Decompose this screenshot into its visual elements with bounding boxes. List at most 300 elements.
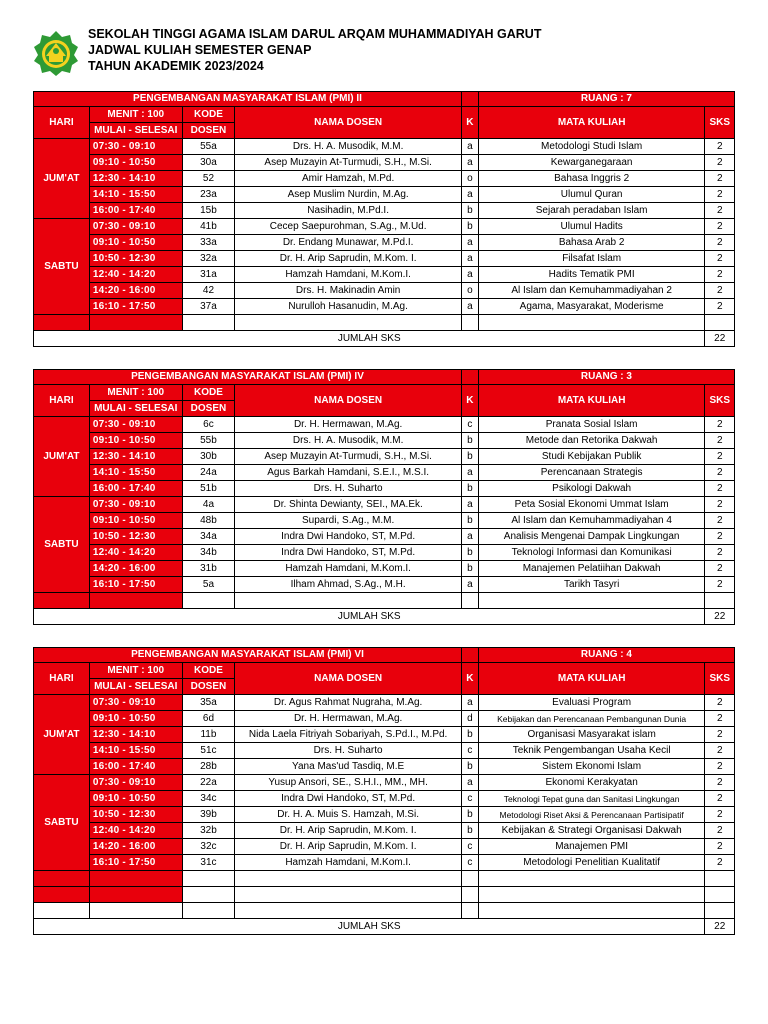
kode-cell: 22a	[182, 775, 235, 791]
k-cell: b	[461, 823, 478, 839]
sks-cell: 2	[705, 497, 735, 513]
table-row	[34, 481, 735, 497]
table-row	[34, 219, 735, 235]
k-cell: b	[461, 481, 478, 497]
table-row	[34, 465, 735, 481]
table-row	[34, 203, 735, 219]
mata-kuliah-cell: Metode dan Retorika Dakwah	[478, 433, 705, 449]
kode-cell: 41b	[182, 219, 235, 235]
dosen-cell: Nasihadin, M.Pd.I.	[235, 203, 462, 219]
k-cell: a	[461, 299, 478, 315]
dosen-cell: Ilham Ahmad, S.Ag., M.H.	[235, 577, 462, 593]
time-cell: 12:40 - 14:20	[89, 823, 182, 839]
institution-logo	[32, 29, 80, 77]
k-cell: b	[461, 759, 478, 775]
day-label: JUM'AT	[34, 139, 90, 219]
empty-cell	[235, 887, 462, 903]
total-sks-value: 22	[705, 331, 735, 347]
col-sks: SKS	[705, 107, 735, 139]
mata-kuliah-cell: Analisis Mengenai Dampak Lingkungan	[478, 529, 705, 545]
table-row	[34, 497, 735, 513]
empty-cell	[89, 593, 182, 609]
dosen-cell: Hamzah Hamdani, M.Kom.I.	[235, 561, 462, 577]
schedule-table-1	[33, 91, 735, 347]
sks-cell: 2	[705, 807, 735, 823]
mata-kuliah-cell: Kewarganegaraan	[478, 155, 705, 171]
blank-cell	[461, 370, 478, 385]
empty-cell	[182, 887, 235, 903]
dosen-cell: Yusup Ansori, SE., S.H.I., MM., MH.	[235, 775, 462, 791]
dosen-cell: Cecep Saepurohman, S.Ag., M.Ud.	[235, 219, 462, 235]
col-hari: HARI	[34, 385, 90, 417]
sks-cell: 2	[705, 433, 735, 449]
kode-cell: 34a	[182, 529, 235, 545]
col-mulai-selesai: MULAI - SELESAI	[89, 679, 182, 695]
kode-cell: 6c	[182, 417, 235, 433]
total-sks-value: 22	[705, 609, 735, 625]
sks-cell: 2	[705, 839, 735, 855]
sks-cell: 2	[705, 727, 735, 743]
k-cell: a	[461, 235, 478, 251]
table-row	[34, 267, 735, 283]
mata-kuliah-cell: Bahasa Arab 2	[478, 235, 705, 251]
room-label: RUANG : 7	[478, 92, 734, 107]
kode-cell: 5a	[182, 577, 235, 593]
k-cell: c	[461, 791, 478, 807]
kode-cell: 51c	[182, 743, 235, 759]
day-label: SABTU	[34, 219, 90, 315]
empty-cell	[34, 871, 90, 887]
time-cell: 14:10 - 15:50	[89, 187, 182, 203]
mata-kuliah-cell: Teknologi Informasi dan Komunikasi	[478, 545, 705, 561]
dosen-cell: Asep Muzayin At-Turmudi, S.H., M.Si.	[235, 155, 462, 171]
institution-name: SEKOLAH TINGGI AGAMA ISLAM DARUL ARQAM MUHAMMADIYAH GARUT	[88, 27, 542, 41]
col-sks: SKS	[705, 385, 735, 417]
empty-cell	[461, 871, 478, 887]
schedule-table-2	[33, 369, 735, 625]
col-mata-kuliah: MATA KULIAH	[478, 385, 705, 417]
kode-cell: 37a	[182, 299, 235, 315]
k-cell: a	[461, 577, 478, 593]
col-nama-dosen: NAMA DOSEN	[235, 663, 462, 695]
sks-cell: 2	[705, 529, 735, 545]
sks-cell: 2	[705, 513, 735, 529]
empty-cell	[89, 871, 182, 887]
table-row	[34, 155, 735, 171]
mata-kuliah-cell: Studi Kebijakan Publik	[478, 449, 705, 465]
k-cell: b	[461, 203, 478, 219]
dosen-cell: Dr. Shinta Dewianty, SEI., MA.Ek.	[235, 497, 462, 513]
col-menit: MENIT : 100	[89, 107, 182, 123]
sks-cell: 2	[705, 235, 735, 251]
table-row	[34, 545, 735, 561]
empty-cell	[705, 593, 735, 609]
dosen-cell: Dr. H. Arip Saprudin, M.Kom. I.	[235, 823, 462, 839]
sks-cell: 2	[705, 187, 735, 203]
k-cell: a	[461, 187, 478, 203]
empty-cell	[478, 871, 705, 887]
kode-cell: 32b	[182, 823, 235, 839]
mata-kuliah-cell: Evaluasi Program	[478, 695, 705, 711]
table-row	[34, 235, 735, 251]
table-row	[34, 823, 735, 839]
empty-cell	[235, 315, 462, 331]
empty-cell	[235, 593, 462, 609]
col-sks: SKS	[705, 663, 735, 695]
day-label: SABTU	[34, 775, 90, 871]
table-row	[34, 577, 735, 593]
total-sks-label: JUMLAH SKS	[34, 919, 705, 935]
empty-cell	[478, 887, 705, 903]
kode-cell: 23a	[182, 187, 235, 203]
sks-cell: 2	[705, 545, 735, 561]
time-cell: 16:10 - 17:50	[89, 577, 182, 593]
mata-kuliah-cell: Ulumul Hadits	[478, 219, 705, 235]
k-cell: b	[461, 807, 478, 823]
time-cell: 09:10 - 10:50	[89, 513, 182, 529]
mata-kuliah-cell: Hadits Tematik PMI	[478, 267, 705, 283]
dosen-cell: Drs. H. A. Musodik, M.M.	[235, 433, 462, 449]
k-cell: b	[461, 545, 478, 561]
k-cell: b	[461, 513, 478, 529]
table-row	[34, 743, 735, 759]
col-nama-dosen: NAMA DOSEN	[235, 385, 462, 417]
time-cell: 16:00 - 17:40	[89, 203, 182, 219]
empty-cell	[182, 871, 235, 887]
table-row	[34, 695, 735, 711]
kode-cell: 32a	[182, 251, 235, 267]
col-kode: KODE	[182, 663, 235, 679]
sks-cell: 2	[705, 855, 735, 871]
dosen-cell: Asep Muslim Nurdin, M.Ag.	[235, 187, 462, 203]
dosen-cell: Dr. H. Arip Saprudin, M.Kom. I.	[235, 251, 462, 267]
time-cell: 16:00 - 17:40	[89, 481, 182, 497]
kode-cell: 55a	[182, 139, 235, 155]
k-cell: b	[461, 561, 478, 577]
table-row	[34, 513, 735, 529]
kode-cell: 24a	[182, 465, 235, 481]
mata-kuliah-cell: Al Islam dan Kemuhammadiyahan 2	[478, 283, 705, 299]
k-cell: b	[461, 219, 478, 235]
mata-kuliah-cell: Metodologi Riset Aksi & Perencanaan Partisipatif	[478, 807, 705, 823]
time-cell: 09:10 - 10:50	[89, 711, 182, 727]
sks-cell: 2	[705, 449, 735, 465]
k-cell: c	[461, 743, 478, 759]
table-row	[34, 791, 735, 807]
empty-cell	[705, 903, 735, 919]
time-cell: 12:30 - 14:10	[89, 449, 182, 465]
table-row	[34, 775, 735, 791]
empty-cell	[34, 315, 90, 331]
col-kode: KODE	[182, 107, 235, 123]
sks-cell: 2	[705, 481, 735, 497]
k-cell: a	[461, 155, 478, 171]
col-mata-kuliah: MATA KULIAH	[478, 107, 705, 139]
mata-kuliah-cell: Ekonomi Kerakyatan	[478, 775, 705, 791]
table-row	[34, 855, 735, 871]
empty-cell	[34, 903, 90, 919]
kode-cell: 31c	[182, 855, 235, 871]
day-label: SABTU	[34, 497, 90, 593]
k-cell: o	[461, 283, 478, 299]
kode-cell: 34c	[182, 791, 235, 807]
kode-cell: 32c	[182, 839, 235, 855]
mata-kuliah-cell: Organisasi Masyarakat islam	[478, 727, 705, 743]
k-cell: a	[461, 465, 478, 481]
empty-cell	[235, 903, 462, 919]
sks-cell: 2	[705, 791, 735, 807]
empty-cell	[89, 887, 182, 903]
sks-cell: 2	[705, 577, 735, 593]
mata-kuliah-cell: Peta Sosial Ekonomi Ummat Islam	[478, 497, 705, 513]
col-k: K	[461, 663, 478, 695]
sks-cell: 2	[705, 759, 735, 775]
document-header	[32, 25, 752, 77]
blank-cell	[461, 648, 478, 663]
table-row	[34, 759, 735, 775]
dosen-cell: Amir Hamzah, M.Pd.	[235, 171, 462, 187]
col-kode: KODE	[182, 385, 235, 401]
program-title: PENGEMBANGAN MASYARAKAT ISLAM (PMI) VI	[34, 648, 462, 663]
table-row	[34, 449, 735, 465]
time-cell: 14:10 - 15:50	[89, 743, 182, 759]
mata-kuliah-cell: Tarikh Tasyri	[478, 577, 705, 593]
time-cell: 07:30 - 09:10	[89, 497, 182, 513]
k-cell: a	[461, 267, 478, 283]
col-nama-dosen: NAMA DOSEN	[235, 107, 462, 139]
k-cell: c	[461, 839, 478, 855]
sks-cell: 2	[705, 219, 735, 235]
empty-cell	[478, 903, 705, 919]
col-k: K	[461, 107, 478, 139]
mata-kuliah-cell: Al Islam dan Kemuhammadiyahan 4	[478, 513, 705, 529]
dosen-cell: Indra Dwi Handoko, ST, M.Pd.	[235, 791, 462, 807]
kode-cell: 55b	[182, 433, 235, 449]
dosen-cell: Supardi, S.Ag., M.M.	[235, 513, 462, 529]
sks-cell: 2	[705, 171, 735, 187]
col-dosen: DOSEN	[182, 679, 235, 695]
k-cell: c	[461, 417, 478, 433]
col-mulai-selesai: MULAI - SELESAI	[89, 401, 182, 417]
dosen-cell: Indra Dwi Handoko, ST, M.Pd.	[235, 545, 462, 561]
kode-cell: 30a	[182, 155, 235, 171]
sks-cell: 2	[705, 417, 735, 433]
mata-kuliah-cell: Pranata Sosial Islam	[478, 417, 705, 433]
total-sks-label: JUMLAH SKS	[34, 331, 705, 347]
program-title: PENGEMBANGAN MASYARAKAT ISLAM (PMI) IV	[34, 370, 462, 385]
empty-cell	[235, 871, 462, 887]
time-cell: 16:10 - 17:50	[89, 299, 182, 315]
k-cell: b	[461, 449, 478, 465]
empty-cell	[705, 315, 735, 331]
table-row	[34, 299, 735, 315]
dosen-cell: Nida Laela Fitriyah Sobariyah, S.Pd.I., M.Pd.	[235, 727, 462, 743]
empty-cell	[461, 903, 478, 919]
col-hari: HARI	[34, 107, 90, 139]
dosen-cell: Agus Barkah Hamdani, S.E.I., M.S.I.	[235, 465, 462, 481]
room-label: RUANG : 3	[478, 370, 734, 385]
time-cell: 12:30 - 14:10	[89, 171, 182, 187]
time-cell: 07:30 - 09:10	[89, 775, 182, 791]
empty-cell	[478, 593, 705, 609]
kode-cell: 33a	[182, 235, 235, 251]
col-menit: MENIT : 100	[89, 385, 182, 401]
sks-cell: 2	[705, 711, 735, 727]
time-cell: 10:50 - 12:30	[89, 807, 182, 823]
time-cell: 14:10 - 15:50	[89, 465, 182, 481]
kode-cell: 39b	[182, 807, 235, 823]
col-menit: MENIT : 100	[89, 663, 182, 679]
dosen-cell: Indra Dwi Handoko, ST, M.Pd.	[235, 529, 462, 545]
mata-kuliah-cell: Ulumul Quran	[478, 187, 705, 203]
sks-cell: 2	[705, 139, 735, 155]
time-cell: 14:20 - 16:00	[89, 561, 182, 577]
sks-cell: 2	[705, 155, 735, 171]
time-cell: 16:00 - 17:40	[89, 759, 182, 775]
mata-kuliah-cell: Agama, Masyarakat, Moderisme	[478, 299, 705, 315]
dosen-cell: Drs. H. A. Musodik, M.M.	[235, 139, 462, 155]
total-sks-label: JUMLAH SKS	[34, 609, 705, 625]
table-row	[34, 283, 735, 299]
table-row	[34, 727, 735, 743]
col-k: K	[461, 385, 478, 417]
dosen-cell: Dr. H. A. Muis S. Hamzah, M.Si.	[235, 807, 462, 823]
mata-kuliah-cell: Perencanaan Strategis	[478, 465, 705, 481]
mata-kuliah-cell: Manajemen PMI	[478, 839, 705, 855]
table-row	[34, 529, 735, 545]
k-cell: c	[461, 855, 478, 871]
empty-cell	[461, 887, 478, 903]
empty-cell	[182, 315, 235, 331]
table-row	[34, 251, 735, 267]
table-row	[34, 433, 735, 449]
k-cell: b	[461, 727, 478, 743]
schedule-title: JADWAL KULIAH SEMESTER GENAP	[88, 43, 312, 57]
dosen-cell: Drs. H. Makinadin Amin	[235, 283, 462, 299]
time-cell: 09:10 - 10:50	[89, 433, 182, 449]
dosen-cell: Drs. H. Suharto	[235, 481, 462, 497]
dosen-cell: Yana Mas'ud Tasdiq, M.E	[235, 759, 462, 775]
sks-cell: 2	[705, 465, 735, 481]
kode-cell: 6d	[182, 711, 235, 727]
mata-kuliah-cell: Kebijakan dan Perencanaan Pembangunan Dunia	[478, 711, 705, 727]
dosen-cell: Hamzah Hamdani, M.Kom.I.	[235, 267, 462, 283]
col-mata-kuliah: MATA KULIAH	[478, 663, 705, 695]
time-cell: 12:40 - 14:20	[89, 267, 182, 283]
empty-cell	[34, 593, 90, 609]
time-cell: 09:10 - 10:50	[89, 155, 182, 171]
k-cell: a	[461, 775, 478, 791]
sks-cell: 2	[705, 283, 735, 299]
mata-kuliah-cell: Teknik Pengembangan Usaha Kecil	[478, 743, 705, 759]
mata-kuliah-cell: Bahasa Inggris 2	[478, 171, 705, 187]
kode-cell: 31b	[182, 561, 235, 577]
col-hari: HARI	[34, 663, 90, 695]
dosen-cell: Dr. Endang Munawar, M.Pd.I.	[235, 235, 462, 251]
kode-cell: 48b	[182, 513, 235, 529]
kode-cell: 15b	[182, 203, 235, 219]
k-cell: d	[461, 711, 478, 727]
k-cell: a	[461, 251, 478, 267]
col-mulai-selesai: MULAI - SELESAI	[89, 123, 182, 139]
sks-cell: 2	[705, 299, 735, 315]
mata-kuliah-cell: Kebijakan & Strategi Organisasi Dakwah	[478, 823, 705, 839]
academic-year: TAHUN AKADEMIK 2023/2024	[88, 59, 264, 73]
k-cell: o	[461, 171, 478, 187]
table-row	[34, 187, 735, 203]
mata-kuliah-cell: Teknologi Tepat guna dan Sanitasi Lingkungan	[478, 791, 705, 807]
mata-kuliah-cell: Sistem Ekonomi Islam	[478, 759, 705, 775]
table-row	[34, 839, 735, 855]
time-cell: 12:30 - 14:10	[89, 727, 182, 743]
time-cell: 16:10 - 17:50	[89, 855, 182, 871]
time-cell: 10:50 - 12:30	[89, 251, 182, 267]
program-title: PENGEMBANGAN MASYARAKAT ISLAM (PMI) II	[34, 92, 462, 107]
col-dosen: DOSEN	[182, 123, 235, 139]
kode-cell: 28b	[182, 759, 235, 775]
mata-kuliah-cell: Filsafat Islam	[478, 251, 705, 267]
dosen-cell: Dr. H. Hermawan, M.Ag.	[235, 711, 462, 727]
blank-cell	[461, 92, 478, 107]
time-cell: 07:30 - 09:10	[89, 219, 182, 235]
kode-cell: 11b	[182, 727, 235, 743]
mata-kuliah-cell: Metodologi Studi Islam	[478, 139, 705, 155]
time-cell: 07:30 - 09:10	[89, 417, 182, 433]
table-row	[34, 711, 735, 727]
dosen-cell: Drs. H. Suharto	[235, 743, 462, 759]
kode-cell: 35a	[182, 695, 235, 711]
day-label: JUM'AT	[34, 417, 90, 497]
empty-cell	[89, 903, 182, 919]
col-dosen: DOSEN	[182, 401, 235, 417]
sks-cell: 2	[705, 695, 735, 711]
sks-cell: 2	[705, 823, 735, 839]
sks-cell: 2	[705, 743, 735, 759]
kode-cell: 30b	[182, 449, 235, 465]
time-cell: 07:30 - 09:10	[89, 695, 182, 711]
time-cell: 09:10 - 10:50	[89, 235, 182, 251]
room-label: RUANG : 4	[478, 648, 734, 663]
dosen-cell: Dr. H. Arip Saprudin, M.Kom. I.	[235, 839, 462, 855]
time-cell: 10:50 - 12:30	[89, 529, 182, 545]
schedule-table-3	[33, 647, 735, 935]
kode-cell: 31a	[182, 267, 235, 283]
kode-cell: 51b	[182, 481, 235, 497]
time-cell: 12:40 - 14:20	[89, 545, 182, 561]
empty-cell	[34, 887, 90, 903]
empty-cell	[182, 903, 235, 919]
table-row	[34, 417, 735, 433]
table-row	[34, 807, 735, 823]
empty-cell	[478, 315, 705, 331]
kode-cell: 42	[182, 283, 235, 299]
k-cell: b	[461, 433, 478, 449]
time-cell: 09:10 - 10:50	[89, 791, 182, 807]
empty-cell	[461, 315, 478, 331]
sks-cell: 2	[705, 775, 735, 791]
table-row	[34, 139, 735, 155]
k-cell: a	[461, 139, 478, 155]
sks-cell: 2	[705, 251, 735, 267]
mata-kuliah-cell: Metodologi Penelitian Kualitatif	[478, 855, 705, 871]
empty-cell	[89, 315, 182, 331]
kode-cell: 34b	[182, 545, 235, 561]
time-cell: 07:30 - 09:10	[89, 139, 182, 155]
time-cell: 14:20 - 16:00	[89, 839, 182, 855]
empty-cell	[182, 593, 235, 609]
kode-cell: 52	[182, 171, 235, 187]
dosen-cell: Dr. Agus Rahmat Nugraha, M.Ag.	[235, 695, 462, 711]
